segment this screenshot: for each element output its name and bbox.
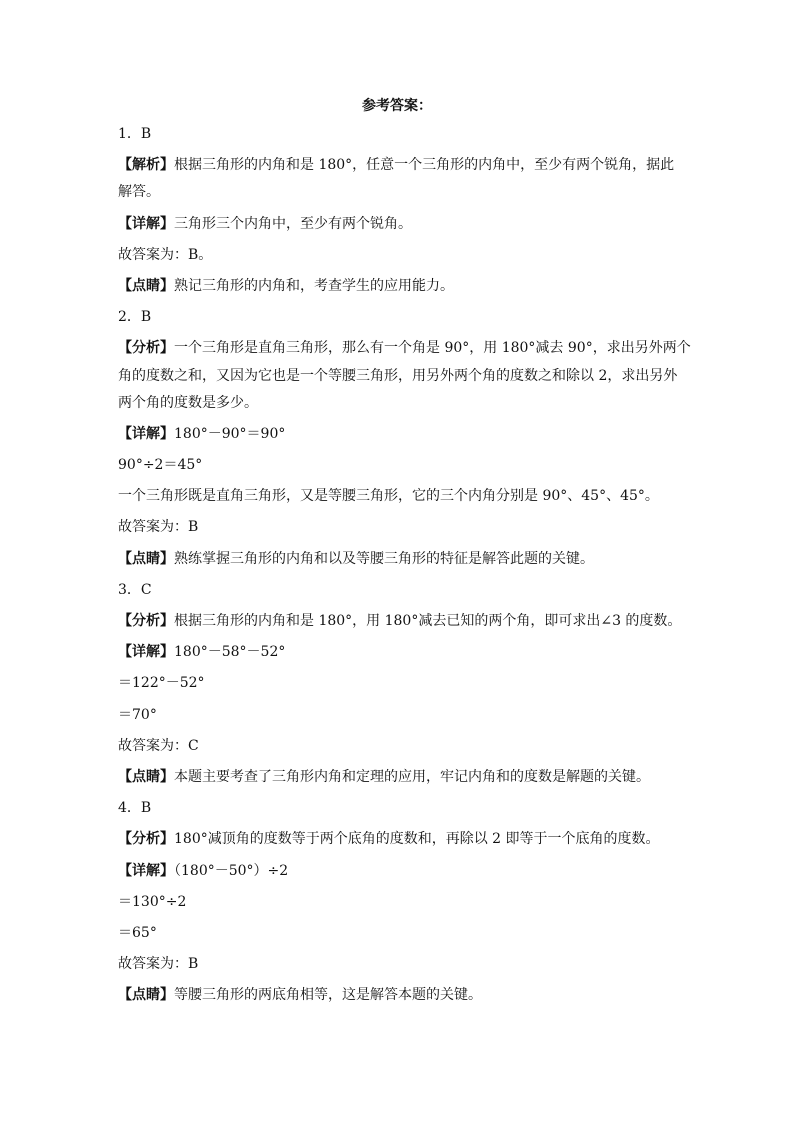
answer-3-detail-line-3: ＝70° bbox=[118, 706, 157, 723]
analysis-tag: 【分析】 bbox=[118, 340, 174, 357]
answer-4-result: 故答案为：B bbox=[118, 956, 199, 973]
comment-tag: 【点睛】 bbox=[118, 768, 174, 785]
detail-text: 180°－90°＝90° bbox=[174, 425, 286, 442]
analysis-text: 根据三角形的内角和是 180°，用 180°减去已知的两个角，即可求出∠3 的度数。 bbox=[174, 613, 682, 629]
detail-tag: 【详解】 bbox=[118, 862, 174, 879]
answer-1-number: 1．B bbox=[118, 126, 152, 142]
comment-text: 熟练掌握三角形的内角和以及等腰三角形的特征是解答此题的关键。 bbox=[174, 550, 594, 567]
analysis-tag: 【解析】 bbox=[118, 157, 174, 174]
answer-3-comment bbox=[118, 767, 680, 787]
answer-2-number: 2．B bbox=[118, 309, 152, 326]
answer-2-detail-line-2: 90°÷2＝45° bbox=[118, 457, 203, 474]
comment-tag: 【点睛】 bbox=[118, 277, 174, 294]
comment-text: 本题主要考查了三角形内角和定理的应用，牢记内角和的度数是解题的关键。 bbox=[174, 768, 650, 785]
comment-text: 等腰三角形的两底角相等，这是解答本题的关键。 bbox=[174, 987, 482, 1004]
detail-tag: 【详解】 bbox=[118, 425, 174, 442]
answer-3-detail bbox=[118, 642, 680, 662]
answer-1-detail bbox=[118, 214, 680, 234]
answer-2-comment bbox=[118, 549, 680, 569]
detail-text: （180°－50°）÷2 bbox=[174, 862, 289, 879]
comment-tag: 【点睛】 bbox=[118, 550, 174, 567]
answer-2-analysis-cont-1: 角的度数之和，又因为它也是一个等腰三角形，用另外两个角的度数之和除以 2，求出另外 bbox=[118, 367, 678, 384]
answer-2-detail-line-3: 一个三角形既是直角三角形，又是等腰三角形，它的三个内角分别是 90°、45°、45°。 bbox=[118, 488, 659, 505]
answer-3-number: 3．C bbox=[118, 581, 152, 598]
answer-2-analysis-cont-2: 两个角的度数是多少。 bbox=[118, 394, 258, 411]
analysis-text: 180°减顶角的度数等于两个底角的度数和，再除以 2 即等于一个底角的度数。 bbox=[174, 831, 660, 848]
answer-2-result: 故答案为：B bbox=[118, 519, 199, 536]
answer-2-analysis bbox=[118, 338, 691, 358]
answer-1-analysis-cont: 解答。 bbox=[118, 184, 160, 201]
detail-tag: 【详解】 bbox=[118, 644, 174, 661]
analysis-tag: 【分析】 bbox=[118, 831, 174, 848]
answer-4-number: 4．B bbox=[118, 800, 152, 817]
answer-4-comment bbox=[118, 985, 680, 1005]
answer-4-analysis bbox=[118, 829, 680, 849]
answer-1-analysis bbox=[118, 155, 680, 175]
analysis-tag: 【分析】 bbox=[118, 613, 174, 629]
answer-2-detail bbox=[118, 424, 680, 444]
detail-tag: 【详解】 bbox=[118, 215, 174, 232]
answer-1-result: 故答案为：B。 bbox=[118, 246, 213, 263]
answer-1-comment bbox=[118, 276, 680, 296]
answer-3-detail-line-2: ＝122°－52° bbox=[118, 675, 205, 692]
answer-4-detail bbox=[118, 861, 680, 881]
answer-4-detail-line-3: ＝65° bbox=[118, 924, 157, 941]
page-title: 参考答案： bbox=[362, 98, 432, 114]
answer-list bbox=[118, 124, 691, 1016]
answer-3-result: 故答案为：C bbox=[118, 737, 199, 754]
analysis-text: 根据三角形的内角和是 180°，任意一个三角形的内角中，至少有两个锐角，据此 bbox=[174, 157, 675, 174]
answer-3-analysis bbox=[118, 611, 680, 631]
detail-text: 180°－58°－52° bbox=[174, 644, 286, 661]
detail-text: 三角形三个内角中，至少有两个锐角。 bbox=[174, 215, 412, 232]
comment-text: 熟记三角形的内角和，考查学生的应用能力。 bbox=[174, 277, 454, 294]
comment-tag: 【点睛】 bbox=[118, 987, 174, 1004]
analysis-text: 一个三角形是直角三角形，那么有一个角是 90°，用 180°减去 90°，求出另外两个 bbox=[174, 340, 691, 357]
answer-4-detail-line-2: ＝130°÷2 bbox=[118, 893, 187, 910]
